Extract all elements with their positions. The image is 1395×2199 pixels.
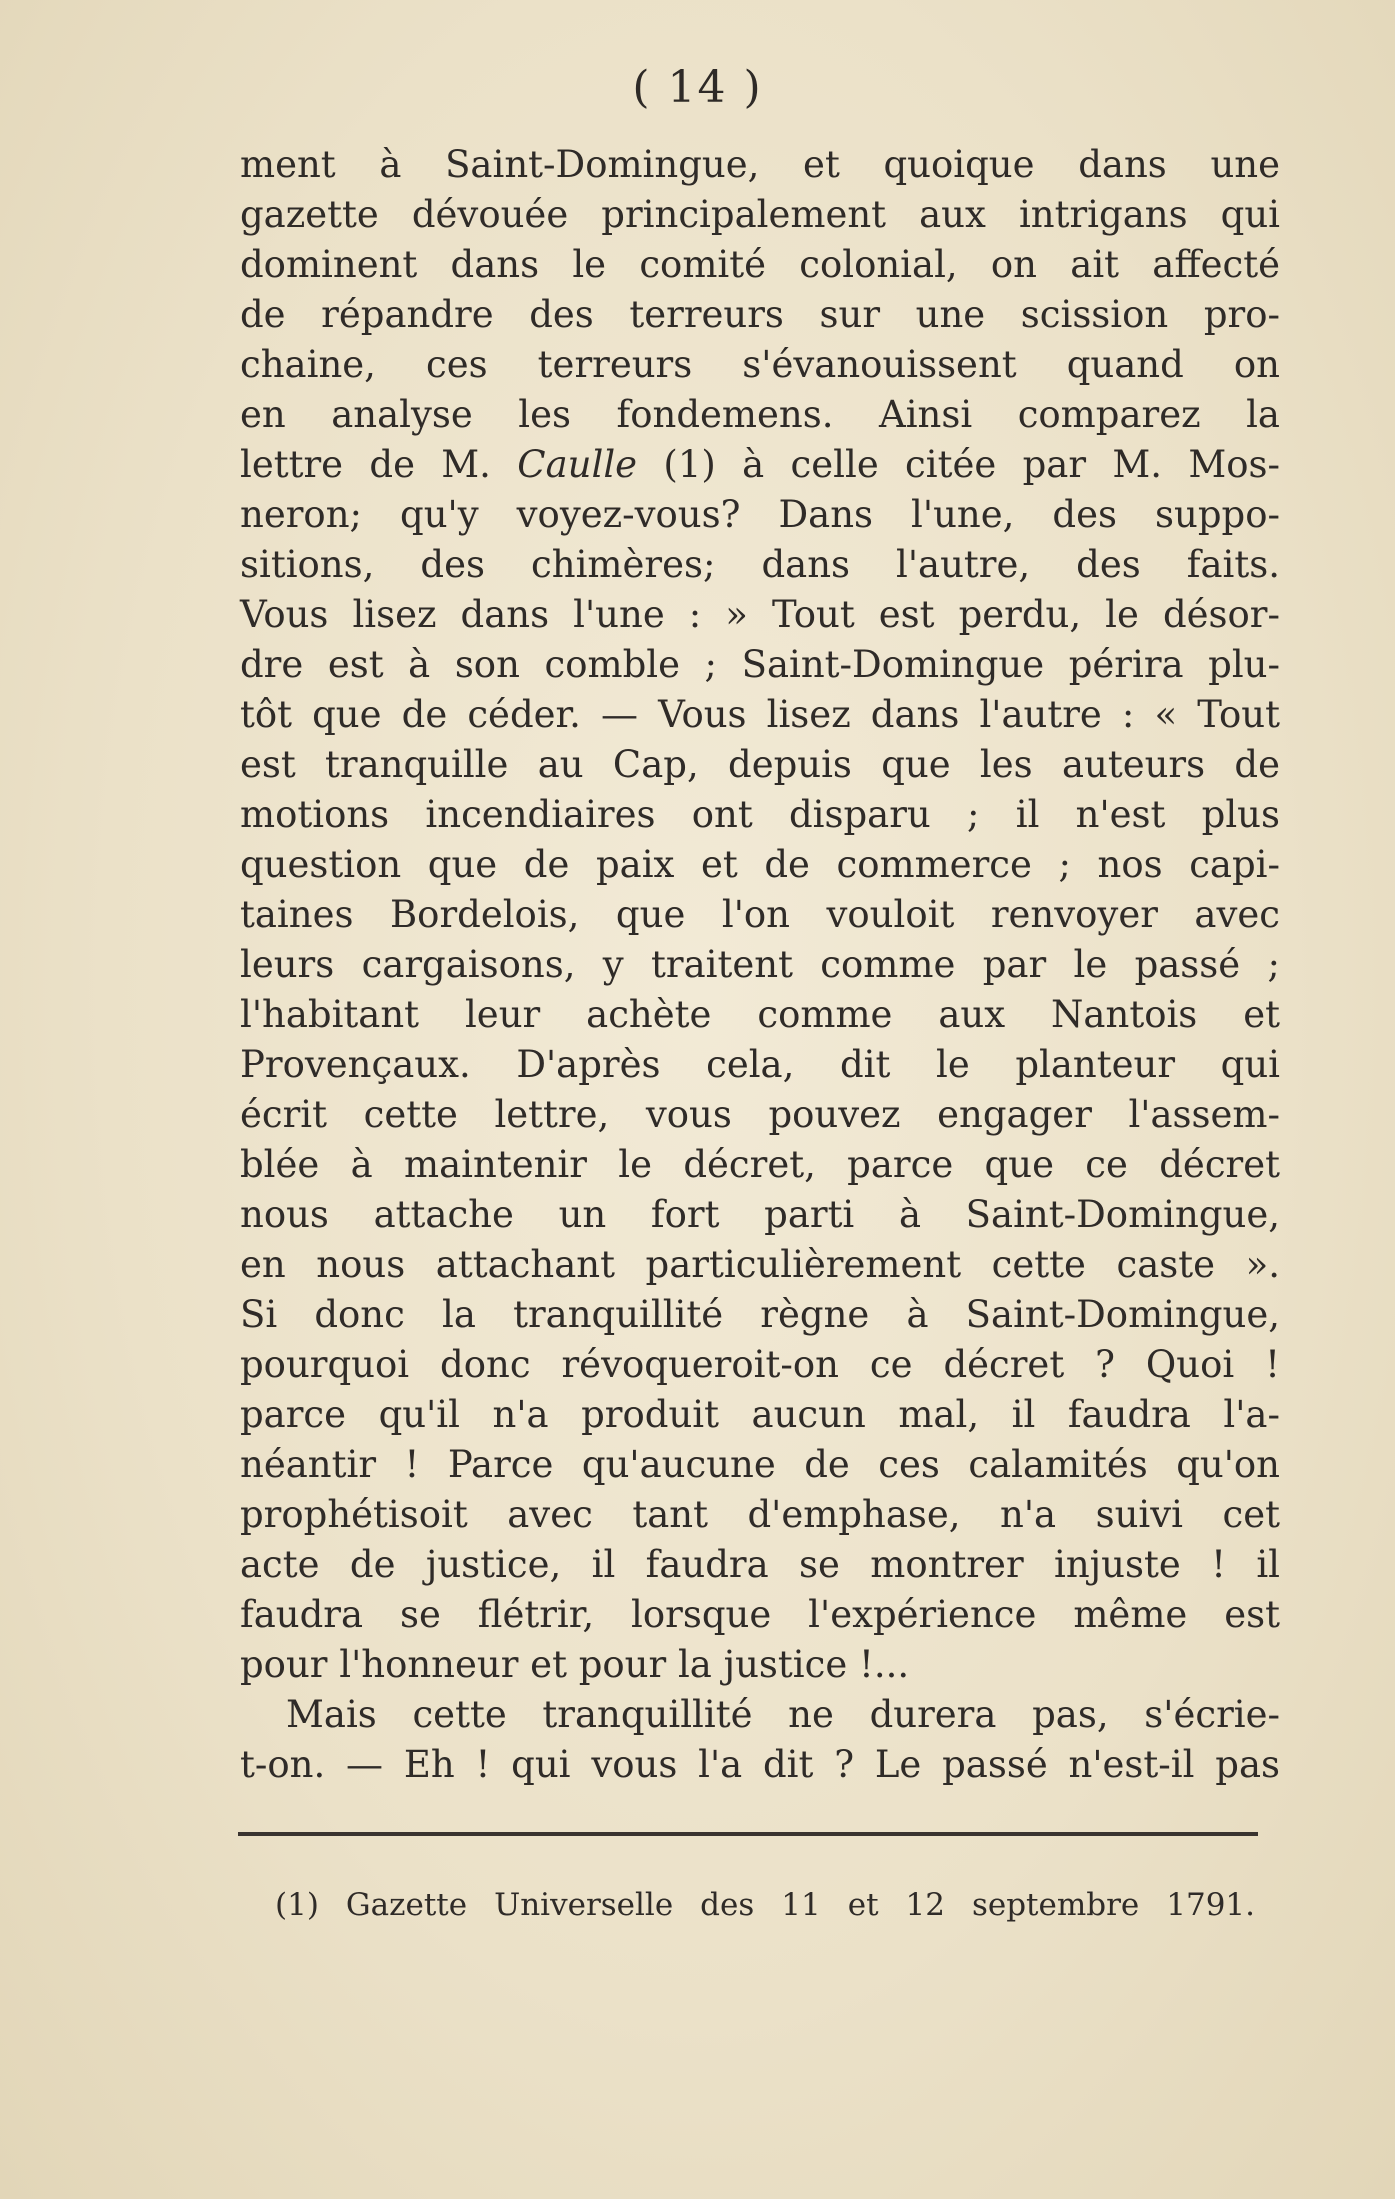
text-line: parce qu'il n'a produit aucun mal, il faudra l'a- <box>240 1393 1280 1436</box>
text-line: chaine, ces terreurs s'évanouissent quand on <box>240 343 1280 386</box>
text-line: Provençaux. D'après cela, dit le planteur qui <box>240 1043 1280 1086</box>
text-line: tôt que de céder. — Vous lisez dans l'autre : « Tout <box>240 693 1280 736</box>
text-line: néantir ! Parce qu'aucune de ces calamités qu'on <box>240 1443 1280 1486</box>
text-line: Vous lisez dans l'une : » Tout est perdu, le désor- <box>240 593 1280 636</box>
italic-name: Caulle <box>517 443 638 486</box>
body-text <box>240 140 1280 1790</box>
text-segment: (1) à celle citée par <box>663 443 1087 486</box>
text-line: est tranquille au Cap, depuis que les auteurs de <box>240 743 1280 786</box>
text-line: pourquoi donc révoqueroit-on ce décret ? Quoi ! <box>240 1343 1280 1386</box>
text-line: faudra se flétrir, lorsque l'expérience même est <box>240 1593 1280 1636</box>
text-line: motions incendiaires ont disparu ; il n'est plus <box>240 793 1280 836</box>
text-line: dominent dans le comité colonial, on ait affecté <box>240 243 1280 286</box>
text-segment: lettre de M. <box>240 443 491 486</box>
text-line: t-on. — Eh ! qui vous l'a dit ? Le passé n'est-il pas <box>240 1743 1280 1786</box>
text-line: l'habitant leur achète comme aux Nantois et <box>240 993 1280 1036</box>
text-line: nous attache un fort parti à Saint-Domingue, <box>240 1193 1280 1236</box>
text-segment: M. Mos- <box>1112 443 1281 486</box>
text-line: gazette dévouée principalement aux intrigans qui <box>240 193 1280 236</box>
text-line: en analyse les fondemens. Ainsi comparez la <box>240 393 1280 436</box>
text-line: neron; qu'y voyez-vous? Dans l'une, des suppo- <box>240 493 1280 536</box>
text-line-with-name <box>240 440 1280 490</box>
text-line: dre est à son comble ; Saint-Domingue périra plu- <box>240 643 1280 686</box>
text-line: Si donc la tranquillité règne à Saint-Domingue, <box>240 1293 1280 1336</box>
page-number: ( 14 ) <box>632 62 763 113</box>
text-line: sitions, des chimères; dans l'autre, des faits. <box>240 543 1280 586</box>
text-line: leurs cargaisons, y traitent comme par le passé ; <box>240 943 1280 986</box>
text-line: de répandre des terreurs sur une scission pro- <box>240 293 1280 336</box>
text-line: acte de justice, il faudra se montrer injuste ! il <box>240 1543 1280 1586</box>
text-line: Mais cette tranquillité ne durera pas, s'écrie- <box>286 1693 1280 1736</box>
text-line: question que de paix et de commerce ; nos capi- <box>240 843 1280 886</box>
footnote-divider <box>238 1832 1258 1836</box>
text-line: en nous attachant particulièrement cette caste ». <box>240 1243 1280 1286</box>
text-line: écrit cette lettre, vous pouvez engager l'assem- <box>240 1093 1280 1136</box>
text-line: blée à maintenir le décret, parce que ce décret <box>240 1143 1280 1186</box>
text-line: prophétisoit avec tant d'emphase, n'a suivi cet <box>240 1493 1280 1536</box>
text-line: taines Bordelois, que l'on vouloit renvoyer avec <box>240 893 1280 936</box>
footnote: (1) Gazette Universelle des 11 et 12 septembre 1791. <box>275 1887 1255 1923</box>
text-line: ment à Saint-Domingue, et quoique dans une <box>240 143 1280 186</box>
text-line: pour l'honneur et pour la justice !... <box>240 1643 910 1686</box>
